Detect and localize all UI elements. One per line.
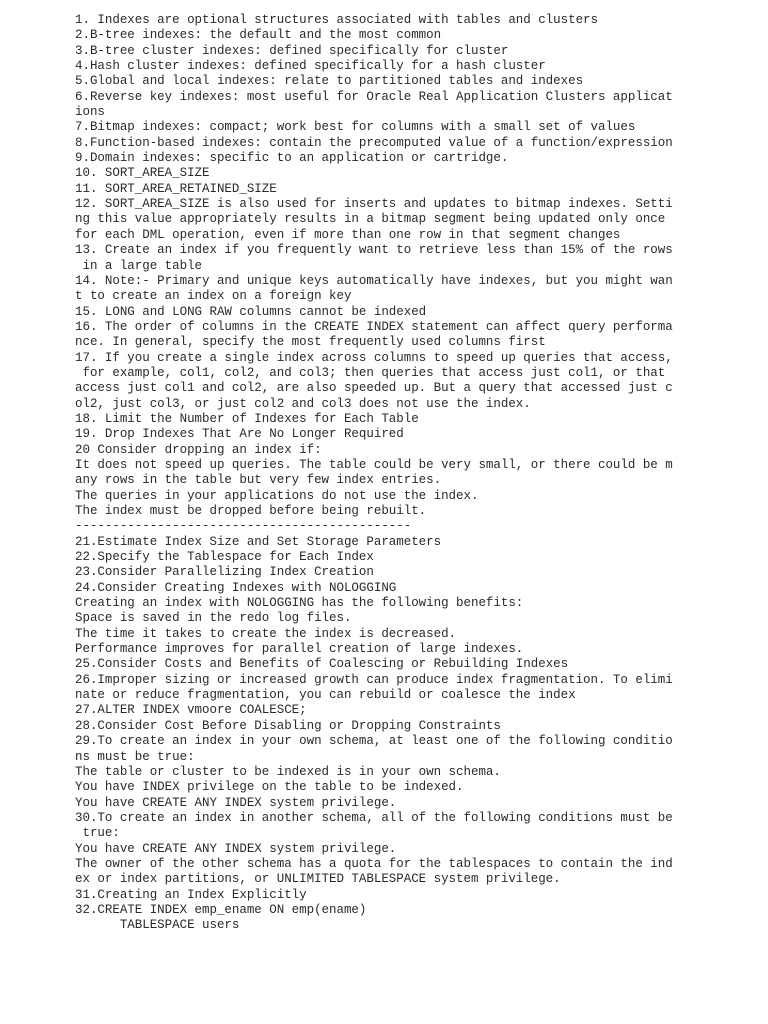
document-line: 22.Specify the Tablespace for Each Index bbox=[75, 550, 374, 565]
document-text bbox=[75, 13, 673, 934]
document-line: t to create an index on a foreign key bbox=[75, 289, 352, 304]
document-line: 2.B-tree indexes: the default and the most common bbox=[75, 28, 442, 43]
document-line: access just col1 and col2, are also speeded up. But a query that accessed just c bbox=[75, 381, 673, 396]
document-line: ions bbox=[75, 105, 105, 120]
document-line: The table or cluster to be indexed is in your own schema. bbox=[75, 764, 501, 779]
document-line: The time it takes to create the index is decreased. bbox=[75, 626, 457, 641]
document-line: nate or reduce fragmentation, you can rebuild or coalesce the index bbox=[75, 688, 576, 703]
document-line: 14. Note:- Primary and unique keys automatically have indexes, but you might wan bbox=[75, 273, 673, 288]
document-line: It does not speed up queries. The table could be very small, or there could be m bbox=[75, 457, 673, 472]
document-line: 23.Consider Parallelizing Index Creation bbox=[75, 565, 374, 580]
document-line: Creating an index with NOLOGGING has the following benefits: bbox=[75, 596, 524, 611]
document-line: 12. SORT_AREA_SIZE is also used for inserts and updates to bitmap indexes. Setti bbox=[75, 197, 673, 212]
document-line: 11. SORT_AREA_RETAINED_SIZE bbox=[75, 181, 277, 196]
document-line: ol2, just col3, or just col2 and col3 does not use the index. bbox=[75, 396, 531, 411]
document-line: 3.B-tree cluster indexes: defined specifically for cluster bbox=[75, 43, 509, 58]
document-line: TABLESPACE users bbox=[75, 918, 240, 933]
document-line: You have CREATE ANY INDEX system privilege. bbox=[75, 841, 397, 856]
document-line: 20 Consider dropping an index if: bbox=[75, 442, 322, 457]
document-line: The owner of the other schema has a quota for the tablespaces to contain the ind bbox=[75, 856, 673, 871]
document-line: 18. Limit the Number of Indexes for Each Table bbox=[75, 411, 419, 426]
document-line: 1. Indexes are optional structures associated with tables and clusters bbox=[75, 13, 598, 27]
document-line: ng this value appropriately results in a bitmap segment being updated only once bbox=[75, 212, 666, 227]
document-line: 21.Estimate Index Size and Set Storage Parameters bbox=[75, 534, 442, 549]
document-line: 16. The order of columns in the CREATE INDEX statement can affect query performa bbox=[75, 319, 673, 334]
document-line: 32.CREATE INDEX emp_ename ON emp(ename) bbox=[75, 902, 367, 917]
document-line: for example, col1, col2, and col3; then queries that access just col1, or that bbox=[75, 365, 666, 380]
document-line: The queries in your applications do not use the index. bbox=[75, 488, 479, 503]
document-line: The index must be dropped before being rebuilt. bbox=[75, 504, 427, 518]
document-line: --------------------------------------------- bbox=[75, 519, 412, 534]
document-line: 25.Consider Costs and Benefits of Coalescing or Rebuilding Indexes bbox=[75, 657, 569, 672]
document-line: You have INDEX privilege on the table to be indexed. bbox=[75, 780, 464, 795]
document-line: Performance improves for parallel creation of large indexes. bbox=[75, 642, 524, 657]
document-line: for each DML operation, even if more than one row in that segment changes bbox=[75, 227, 621, 242]
document-line: 29.To create an index in your own schema, at least one of the following conditio bbox=[75, 734, 673, 749]
document-line: 10. SORT_AREA_SIZE bbox=[75, 166, 210, 181]
document-line: 5.Global and local indexes: relate to partitioned tables and indexes bbox=[75, 74, 584, 89]
document-line: 9.Domain indexes: specific to an application or cartridge. bbox=[75, 151, 509, 166]
document-line: You have CREATE ANY INDEX system privilege. bbox=[75, 795, 397, 810]
document-line: 8.Function-based indexes: contain the precomputed value of a function/expression bbox=[75, 135, 673, 150]
document-line: 27.ALTER INDEX vmoore COALESCE; bbox=[75, 703, 307, 718]
document-line: 6.Reverse key indexes: most useful for Oracle Real Application Clusters applicat bbox=[75, 89, 673, 104]
document-line: in a large table bbox=[75, 258, 203, 273]
document-line: nce. In general, specify the most frequently used columns first bbox=[75, 335, 546, 350]
document-line: 31.Creating an Index Explicitly bbox=[75, 887, 307, 902]
document-line: any rows in the table but very few index entries. bbox=[75, 473, 442, 488]
document-line: true: bbox=[75, 826, 120, 841]
document-line: ns must be true: bbox=[75, 749, 195, 764]
document-line: ex or index partitions, or UNLIMITED TABLESPACE system privilege. bbox=[75, 872, 561, 887]
document-line: 19. Drop Indexes That Are No Longer Required bbox=[75, 427, 404, 442]
document-line: 24.Consider Creating Indexes with NOLOGGING bbox=[75, 580, 397, 595]
document-line: 13. Create an index if you frequently want to retrieve less than 15% of the rows bbox=[75, 243, 673, 258]
document-line: 26.Improper sizing or increased growth can produce index fragmentation. To elimi bbox=[75, 672, 673, 687]
document-line: 7.Bitmap indexes: compact; work best for columns with a small set of values bbox=[75, 120, 636, 135]
document-line: 30.To create an index in another schema, all of the following conditions must be bbox=[75, 810, 673, 825]
document-line: Space is saved in the redo log files. bbox=[75, 611, 352, 626]
document-line: 17. If you create a single index across columns to speed up queries that access, bbox=[75, 350, 673, 365]
document-line: 28.Consider Cost Before Disabling or Dropping Constraints bbox=[75, 718, 501, 733]
document-line: 4.Hash cluster indexes: defined specifically for a hash cluster bbox=[75, 59, 546, 74]
document-line: 15. LONG and LONG RAW columns cannot be indexed bbox=[75, 304, 427, 319]
